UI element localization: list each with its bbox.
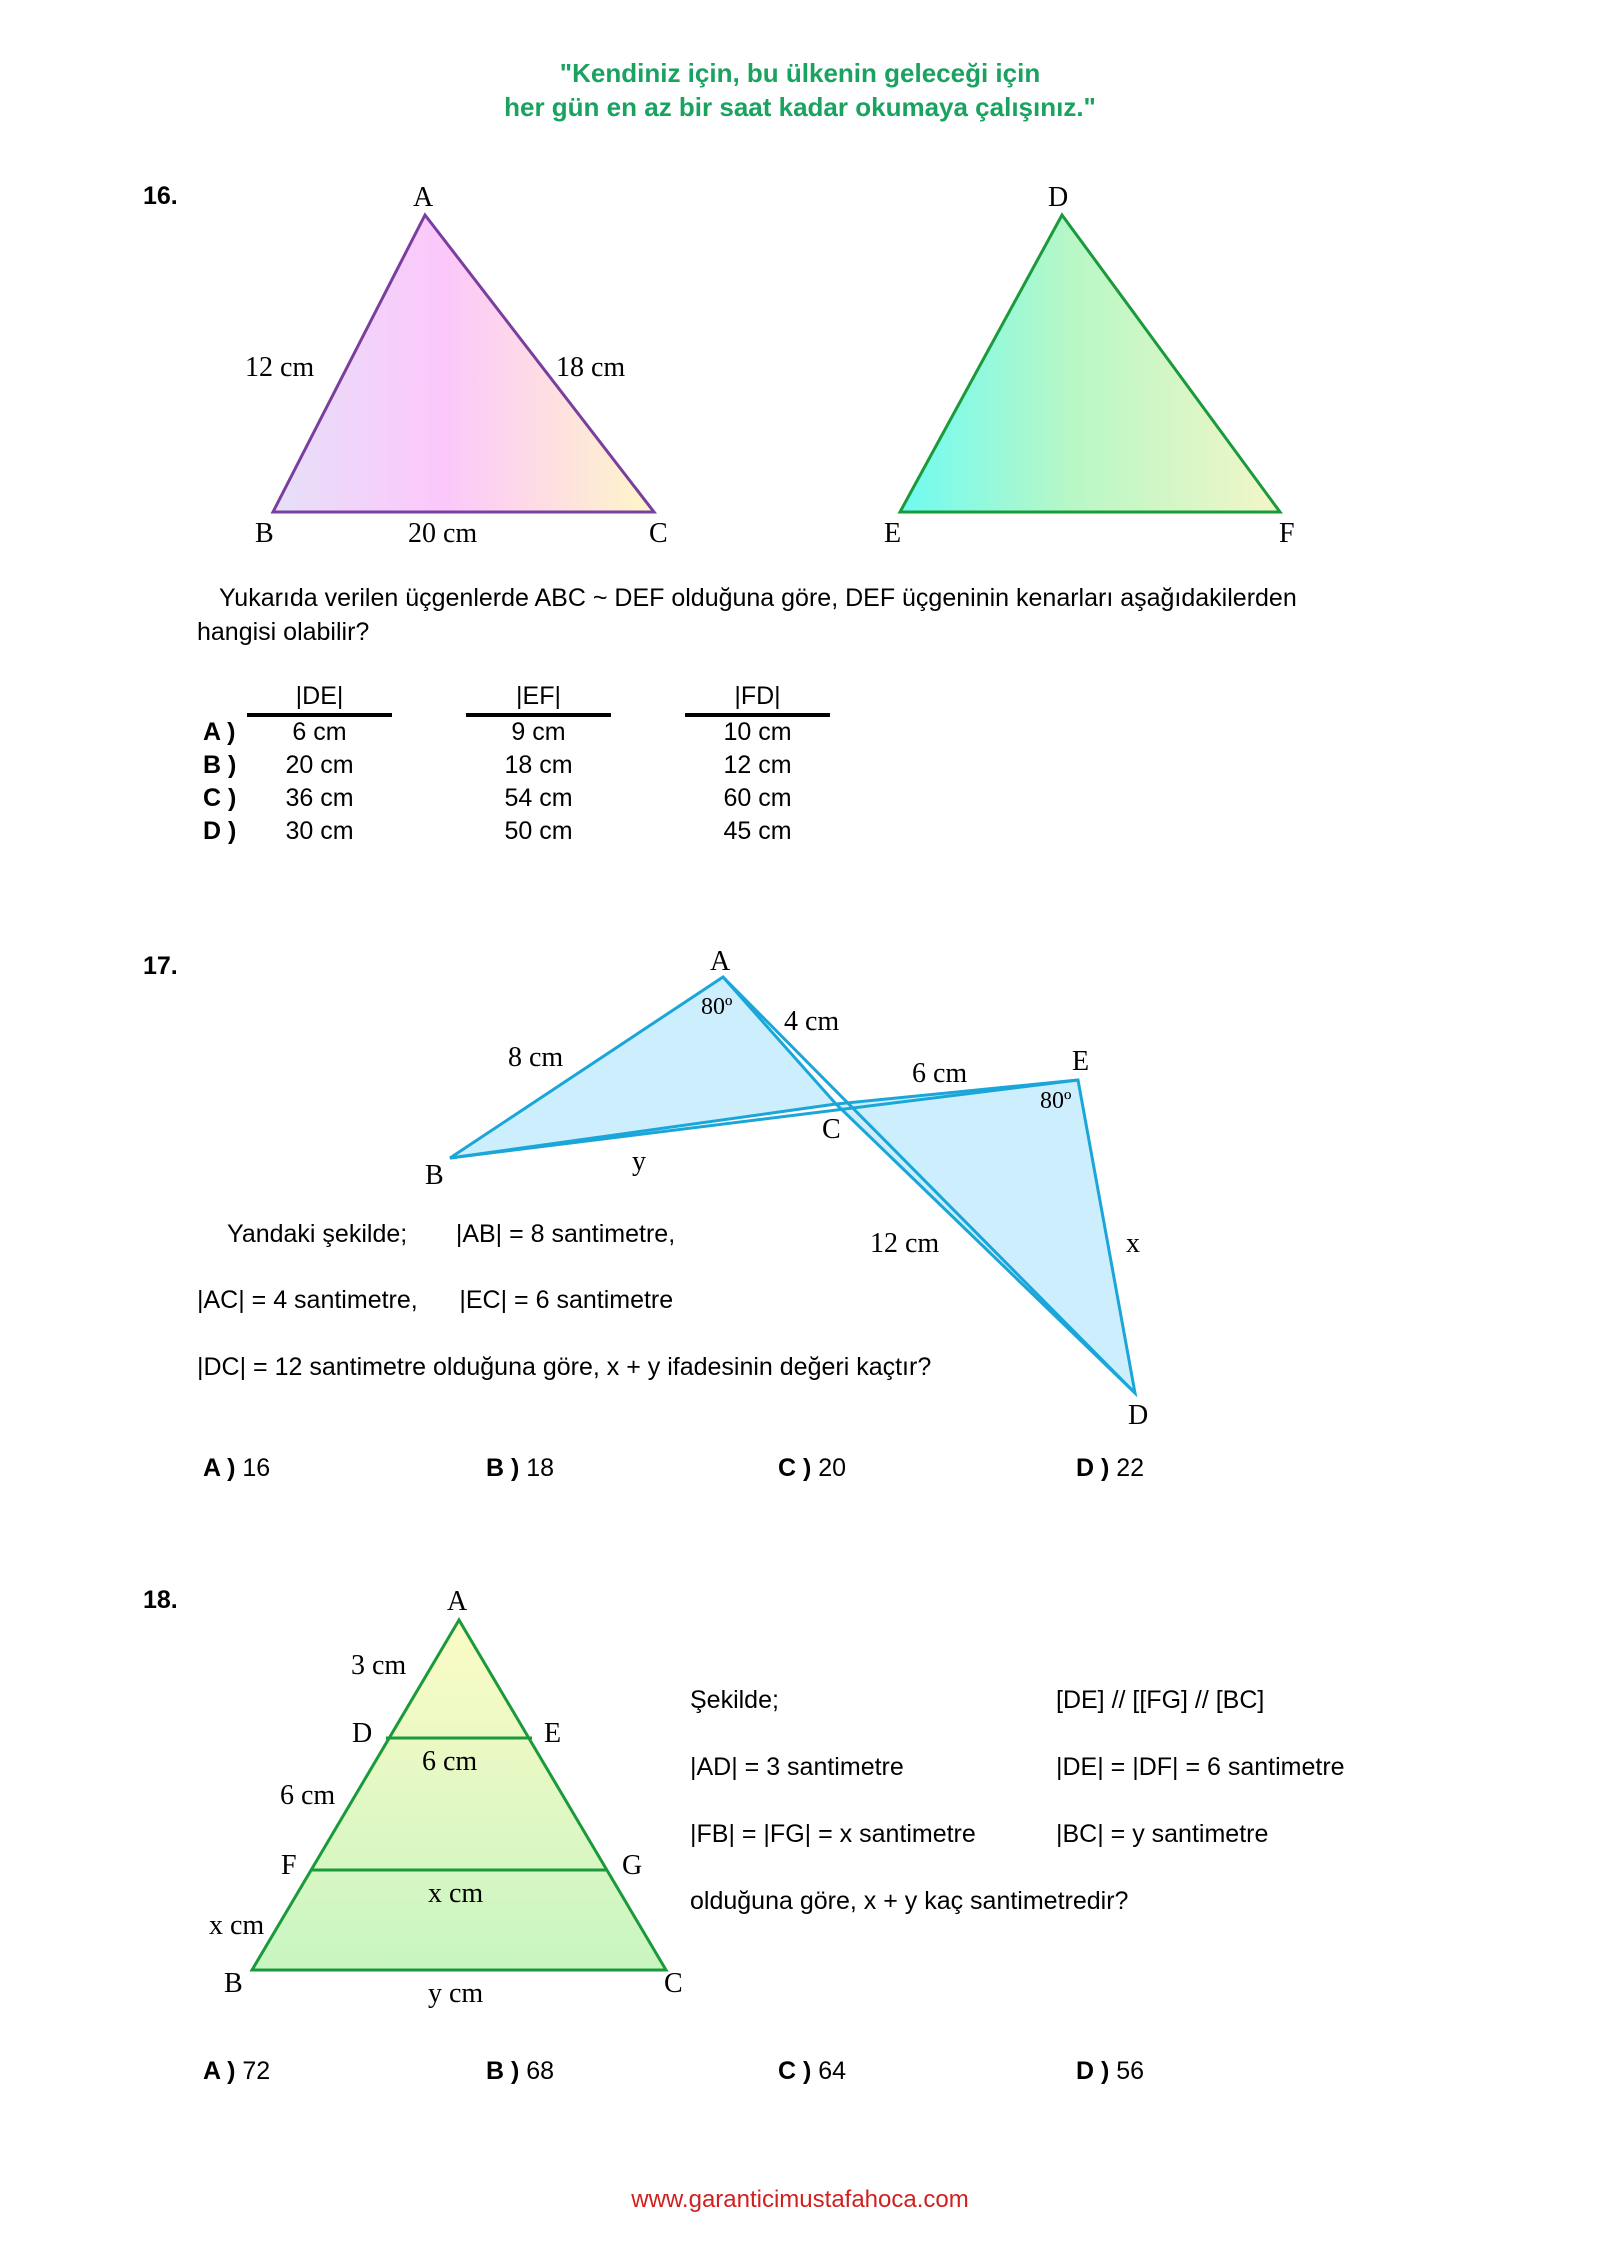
q16-option-d-fd: 45 cm (723, 817, 792, 845)
q18-label-g: G (622, 1850, 643, 1881)
q17-text-line-2: |AC| = 4 santimetre, |EC| = 6 santimetre (197, 1286, 674, 1314)
q17-side-ed: x (1126, 1228, 1140, 1259)
q16-question-line-2: hangisi olabilir? (197, 618, 370, 646)
q18-option-c-value: 64 (818, 2057, 847, 2085)
q18-option-a[interactable] (203, 2055, 270, 2088)
q17-label-a: A (710, 946, 731, 977)
q18-label-d: D (352, 1718, 373, 1749)
q16-option-c-ef: 54 cm (504, 784, 573, 812)
q16-option-b-ef: 18 cm (504, 751, 573, 779)
q17-label-d: D (1128, 1400, 1149, 1431)
q16-label-f: F (1279, 518, 1295, 549)
q18-option-c[interactable] (778, 2055, 846, 2088)
q16-side-bc: 20 cm (408, 518, 478, 549)
q17-option-d-value: 22 (1116, 1454, 1145, 1482)
q16-option-a-de: 6 cm (292, 718, 347, 746)
q18-option-d[interactable] (1076, 2055, 1144, 2088)
q17-option-d[interactable] (1076, 1452, 1144, 1485)
q16-option-c-fd: 60 cm (723, 784, 792, 812)
q17-option-b-letter: B ) (486, 1454, 520, 1482)
q16-option-a-ef: 9 cm (511, 718, 566, 746)
q18-text-left-1: Şekilde; (690, 1686, 779, 1714)
q18-side-ad: 3 cm (351, 1650, 407, 1681)
q17-text-line-3: |DC| = 12 santimetre olduğuna göre, x + y ifadesinin değeri kaçtır? (197, 1353, 932, 1381)
q18-text-right-1: [DE] // [[FG] // [BC] (1056, 1686, 1265, 1714)
q17-option-a-letter: A ) (203, 1454, 236, 1482)
q17-option-b-value: 18 (526, 1454, 555, 1482)
q18-text-left-3: |FB| = |FG| = x santimetre (690, 1820, 976, 1848)
q18-option-b[interactable] (486, 2055, 554, 2088)
q16-option-b-letter[interactable]: B ) (203, 751, 237, 779)
q16-label-e: E (884, 518, 902, 549)
q17-option-b[interactable] (486, 1452, 554, 1485)
table-header-fd: |FD| (734, 682, 781, 710)
q18-label-b: B (224, 1968, 243, 1999)
q17-option-a-value: 16 (242, 1454, 271, 1482)
table-rule-ef (466, 713, 611, 717)
triangle-def (900, 215, 1280, 512)
q16-label-d: D (1048, 182, 1069, 213)
q17-angle-a: 80º (701, 994, 733, 1020)
q16-option-a-letter[interactable]: A ) (203, 718, 236, 746)
q17-side-bc: y (632, 1146, 646, 1177)
q18-label-e: E (544, 1718, 562, 1749)
q17-option-a[interactable] (203, 1452, 270, 1485)
q17-option-d-letter: D ) (1076, 1454, 1110, 1482)
q16-question-line-1: Yukarıda verilen üçgenlerde ABC ~ DEF olduğuna göre, DEF üçgeninin kenarları aşağıdakilerden (219, 584, 1297, 612)
footer-url[interactable]: www.garanticimustafahoca.com (631, 2186, 969, 2213)
q17-side-dc: 12 cm (870, 1228, 940, 1259)
q17-label-e: E (1072, 1046, 1090, 1077)
table-rule-fd (685, 713, 830, 717)
question-17-number: 17. (143, 952, 178, 980)
q18-seg-de: 6 cm (422, 1746, 478, 1777)
q16-label-b: B (255, 518, 274, 549)
q17-side-ac: 4 cm (784, 1006, 840, 1037)
q17-label-b: B (425, 1160, 444, 1191)
q17-option-c-letter: C ) (778, 1454, 812, 1482)
q18-side-fb: x cm (209, 1910, 265, 1941)
question-18-number: 18. (143, 1586, 178, 1614)
q18-text-right-3: |BC| = y santimetre (1056, 1820, 1269, 1848)
q17-side-ec: 6 cm (912, 1058, 968, 1089)
q18-option-a-letter: A ) (203, 2057, 236, 2085)
q16-option-b-fd: 12 cm (723, 751, 792, 779)
q16-option-c-letter[interactable]: C ) (203, 784, 237, 812)
table-header-ef: |EF| (516, 682, 561, 710)
q17-option-c-value: 20 (818, 1454, 847, 1482)
q16-option-b-de: 20 cm (285, 751, 354, 779)
table-rule-de (247, 713, 392, 717)
q18-seg-fg: x cm (428, 1878, 484, 1909)
q16-side-ac: 18 cm (556, 352, 626, 383)
q17-option-c[interactable] (778, 1452, 846, 1485)
q18-text-left-4: olduğuna göre, x + y kaç santimetredir? (690, 1887, 1129, 1915)
q17-angle-e: 80º (1040, 1088, 1072, 1114)
q18-option-b-letter: B ) (486, 2057, 520, 2085)
q16-option-d-de: 30 cm (285, 817, 354, 845)
q18-label-c: C (664, 1968, 683, 1999)
q18-text-right-2: |DE| = |DF| = 6 santimetre (1056, 1753, 1345, 1781)
q18-option-d-letter: D ) (1076, 2057, 1110, 2085)
q18-option-a-value: 72 (242, 2057, 271, 2085)
q18-label-f: F (281, 1850, 297, 1881)
quote-line-1: "Kendiniz için, bu ülkenin geleceği için (559, 58, 1041, 88)
q17-text-line-1: Yandaki şekilde; |AB| = 8 santimetre, (227, 1220, 676, 1248)
q18-option-d-value: 56 (1116, 2057, 1145, 2085)
quote-line-2: her gün en az bir saat kadar okumaya çalışınız." (504, 92, 1096, 122)
table-header-de: |DE| (295, 682, 344, 710)
q18-side-df: 6 cm (280, 1780, 336, 1811)
q18-text-left-2: |AD| = 3 santimetre (690, 1753, 904, 1781)
q18-seg-bc: y cm (428, 1978, 484, 2009)
question-16-number: 16. (143, 182, 178, 210)
q16-option-a-fd: 10 cm (723, 718, 792, 746)
q18-label-a: A (447, 1586, 468, 1617)
q16-side-ab: 12 cm (245, 352, 315, 383)
q18-option-b-value: 68 (526, 2057, 555, 2085)
q16-label-c: C (649, 518, 668, 549)
q16-option-c-de: 36 cm (285, 784, 354, 812)
q16-option-d-letter[interactable]: D ) (203, 817, 237, 845)
q16-option-d-ef: 50 cm (504, 817, 573, 845)
q16-label-a: A (413, 182, 434, 213)
q17-label-c: C (822, 1114, 841, 1145)
q17-side-ab: 8 cm (508, 1042, 564, 1073)
q18-option-c-letter: C ) (778, 2057, 812, 2085)
